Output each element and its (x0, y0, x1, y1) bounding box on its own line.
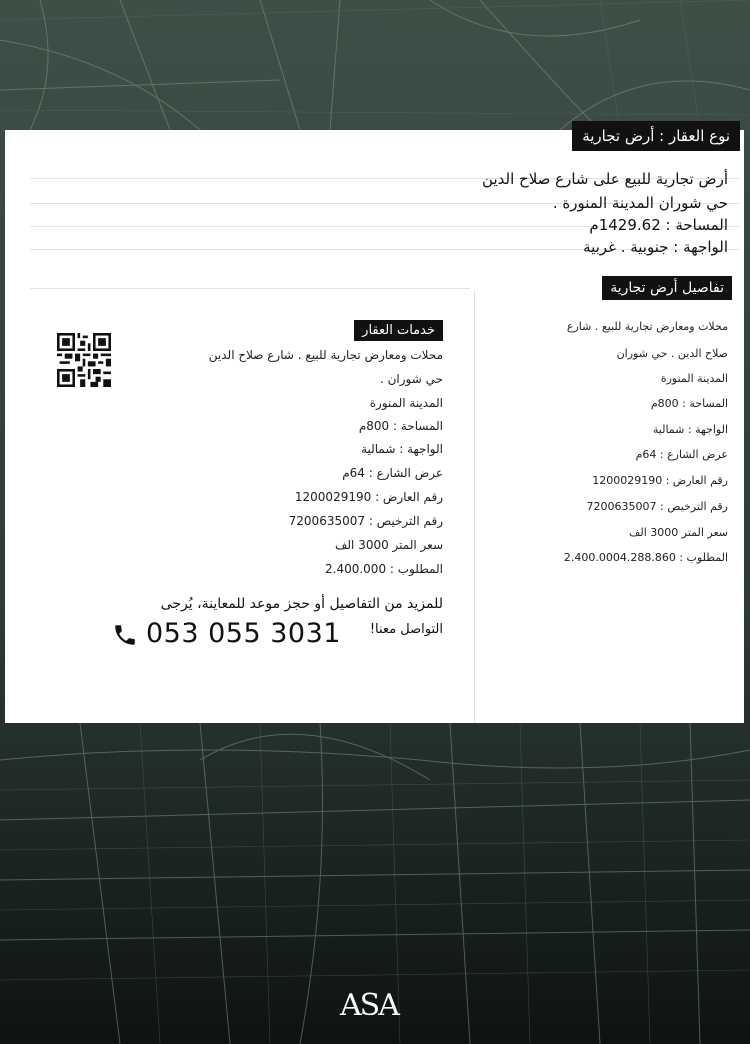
right-detail-line: محلات ومعارض تجارية للبيع . شارع (566, 320, 728, 333)
left-detail-line: عرض الشارع : 64م (342, 466, 443, 480)
rule-line (30, 288, 470, 289)
left-detail-line: رقم الترخيص : 7200635007 (288, 514, 443, 528)
cta-line-2: التواصل معنا! (369, 622, 443, 637)
left-detail-line: رقم العارض : 1200029190 (294, 490, 443, 504)
left-detail-line: سعر المتر 3000 الف (334, 538, 443, 552)
left-detail-line: الواجهة : شمالية (361, 442, 443, 456)
left-detail-line: محلات ومعارض تجارية للبيع . شارع صلاح الدين (208, 348, 443, 362)
services-title: خدمات العقار (354, 320, 443, 341)
right-detail-line: رقم الترخيص : 7200635007 (586, 500, 728, 513)
qr-code-icon (57, 333, 111, 387)
right-detail-line: سعر المتر 3000 الف (628, 526, 728, 539)
summary-line-1: أرض تجارية للبيع على شارع صلاح الدين (482, 170, 728, 188)
phone-number[interactable]: 053 055 3031 (146, 618, 341, 649)
asa-logo: ASA (340, 988, 398, 1023)
summary-line-2: حي شوران المدينة المنورة . (552, 194, 728, 212)
property-type-title: نوع العقار : أرض تجارية (572, 121, 740, 151)
right-detail-line: صلاح الدين . حي شوران (616, 347, 728, 360)
right-detail-line: المطلوب : 2.400.0004.288.860 (563, 551, 728, 564)
left-detail-line: حي شوران . (379, 372, 443, 386)
summary-facade: الواجهة : جنوبية . غربية (583, 238, 728, 256)
summary-area: المساحة : 1429.62م (589, 216, 728, 234)
right-detail-line: الواجهة : شمالية (652, 423, 728, 436)
left-detail-line: المدينة المنورة (369, 396, 443, 410)
left-detail-line: المطلوب : 2.400.000 (325, 562, 443, 576)
phone-icon (112, 622, 138, 648)
left-detail-line: المساحة : 800م (358, 419, 443, 433)
right-detail-line: المدينة المنورة (660, 372, 728, 385)
right-detail-line: عرض الشارع : 64م (635, 448, 728, 461)
column-divider (474, 290, 475, 723)
right-detail-line: رقم العارض : 1200029190 (592, 474, 728, 487)
details-title: تفاصيل أرض تجارية (602, 276, 732, 300)
right-detail-line: المساحة : 800م (650, 397, 728, 410)
cta-line-1: للمزيد من التفاصيل أو حجز موعد للمعاينة، يُرجى (160, 596, 443, 612)
